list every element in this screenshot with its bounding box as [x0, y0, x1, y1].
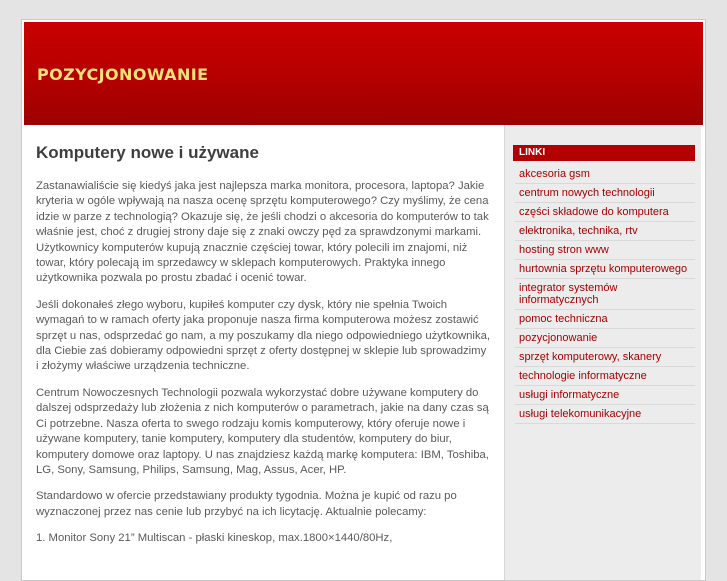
- sidebar-link[interactable]: usługi telekomunikacyjne: [519, 408, 642, 420]
- site-header: [24, 22, 703, 125]
- article-paragraph: Zastanawialiście się kiedyś jaka jest najlepsza marka monitora, procesora, laptopa? Jakie kryteria w ogóle wpływają na nasza ocenę sprzętu komputerowego? Czy myślimy, że cena idzie w parze z technologią? Okazuje się, że jeśli chodzi o akcesoria do komputerów to tak właśnie jest, choć z drugiej strony daje się z znaki owczy pęd za sprawdzonymi markami. Użytkownicy komputerów kupują znacznie częściej towar, który polecili im znajomi, niż towar, który polecają im sprzedawcy w sklepach komputerowych. Praktyka innego użytkownika pozwala po prostu zbadać i ocenić towar.: [36, 180, 489, 285]
- sidebar-link[interactable]: pozycjonowanie: [519, 332, 598, 344]
- list-item: [515, 260, 695, 279]
- links-list: [505, 165, 701, 424]
- sidebar-link[interactable]: hurtownia sprzętu komputerowego: [519, 263, 688, 275]
- list-item: [515, 279, 695, 310]
- page-container: [21, 19, 706, 581]
- sidebar-link[interactable]: sprzęt komputerowy, skanery: [519, 351, 662, 363]
- article-paragraph: Centrum Nowoczesnych Technologii pozwala wykorzystać dobre używane komputery do dalszej odsprzedaży lub złożenia z nich komputerów o parametrach, jakie na dany czas są Ci potrzebne. Nasza oferta to swego rodzaju komis komputerowy, który oferuje nowe i używane komputery, tanie komputery, komputery dla studentów, komputery do biur, komputery domowe oraz laptopy. U nas znajdziesz każdą markę komputera: IBM, Toshiba, LG, Sony, Samsung, Philips, Samsung, Mag, Assus, Acer, HP.: [36, 386, 489, 476]
- list-item: [515, 348, 695, 367]
- article-body: [36, 179, 491, 547]
- list-item: [515, 405, 695, 424]
- main-content: [36, 125, 491, 565]
- article-paragraph: Standardowo w ofercie przedstawiany produkty tygodnia. Można je kupić od razu po wyznaczonej przez nas cenie lub przybyć na ich licytację. Aktualnie polecamy:: [36, 490, 457, 518]
- sidebar-link[interactable]: usługi informatyczne: [519, 389, 620, 401]
- list-item: [515, 203, 695, 222]
- sidebar-title: LINKI: [513, 145, 695, 161]
- article-paragraph: Jeśli dokonałeś złego wyboru, kupiłeś komputer czy dysk, który nie spełnia Twoich wymagań to w ramach oferty jaka proponuje nasza firma komputerowa możesz zostawić sprzęt u nas, odsprzedać go nam, a my poszukamy dla niego odpowiedniego użytkownika, dla Ciebie zaś dobieramy odpowiedni sprzęt z oferty dostępnej w sklepie lub sprowadzimy i złożymy właściwe urządzenia techniczne.: [36, 298, 491, 373]
- sidebar-link[interactable]: elektronika, technika, rtv: [519, 225, 638, 237]
- list-item: [515, 310, 695, 329]
- list-item: [515, 367, 695, 386]
- article-paragraph: 1. Monitor Sony 21” Multiscan - płaski kineskop, max.1800×1440/80Hz,: [36, 532, 393, 545]
- sidebar-link[interactable]: części składowe do komputera: [519, 206, 669, 218]
- sidebar-link[interactable]: akcesoria gsm: [519, 168, 590, 180]
- list-item: [515, 329, 695, 348]
- list-item: [515, 386, 695, 405]
- list-item: [515, 222, 695, 241]
- article-title: Komputery nowe i używane: [36, 143, 259, 162]
- sidebar-link[interactable]: pomoc techniczna: [519, 313, 608, 325]
- list-item: [515, 165, 695, 184]
- sidebar-link[interactable]: integrator systemów informatycznych: [519, 282, 618, 306]
- list-item: [515, 241, 695, 260]
- sidebar-link[interactable]: technologie informatyczne: [519, 370, 647, 382]
- list-item: [515, 184, 695, 203]
- sidebar-link[interactable]: centrum nowych technologii: [519, 187, 655, 199]
- sidebar-link[interactable]: hosting stron www: [519, 244, 609, 256]
- site-title[interactable]: POZYCJONOWANIE: [37, 65, 209, 84]
- sidebar: [504, 125, 701, 580]
